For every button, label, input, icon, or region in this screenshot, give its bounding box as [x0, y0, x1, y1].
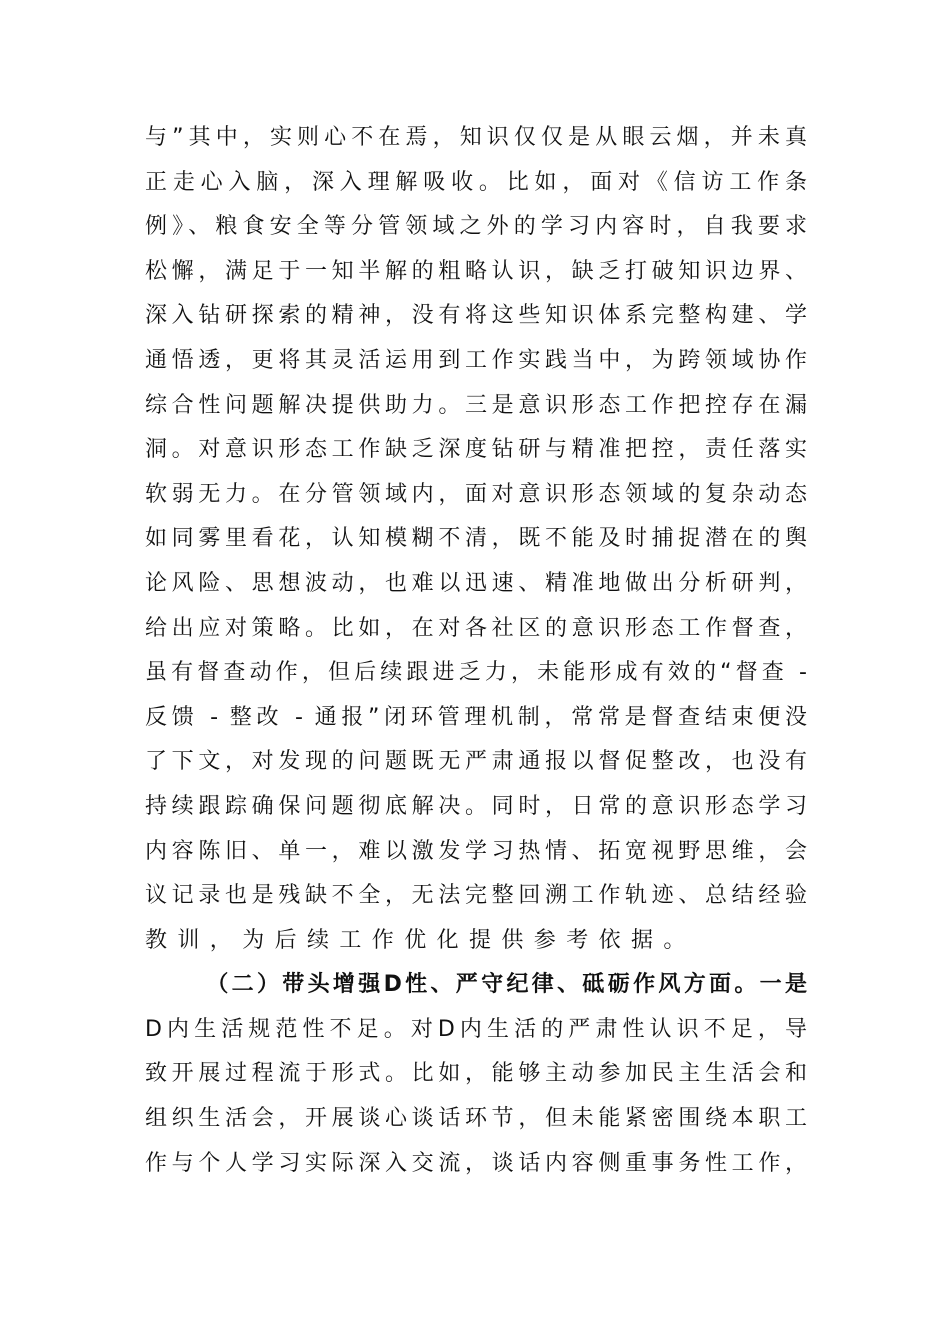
text-line: 作与个人学习实际深入交流，谈话内容侧重事务性工作， — [145, 1150, 807, 1176]
text-line: 内容陈旧、单一，难以激发学习热情、拓宽视野思维，会 — [145, 838, 807, 864]
text-line: 虽有督查动作，但后续跟进乏力，未能形成有效的“督查 - — [145, 660, 807, 686]
body-text — [145, 116, 807, 1186]
text-line: 反馈 - 整改 - 通报”闭环管理机制，常常是督查结束便没 — [145, 704, 807, 730]
text-line: 软弱无力。在分管领域内，面对意识形态领域的复杂动态 — [145, 481, 807, 507]
text-line: 例》、粮食安全等分管领域之外的学习内容时，自我要求 — [145, 214, 807, 240]
text-line: 松懈，满足于一知半解的粗略认识，缺乏打破知识边界、 — [145, 258, 807, 284]
text-line: 给出应对策略。比如，在对各社区的意识形态工作督查， — [145, 615, 807, 641]
text-line: 综合性问题解决提供助力。三是意识形态工作把控存在漏 — [145, 392, 807, 418]
section-heading-text: （二）带头增强D性、严守纪律、砥砺作风方面。一是 — [203, 972, 807, 998]
text-line: 如同雾里看花，认知模糊不清，既不能及时捕捉潜在的舆 — [145, 526, 807, 552]
text-line: 通悟透，更将其灵活运用到工作实践当中，为跨领域协作 — [145, 347, 807, 373]
text-line: D内生活规范性不足。对D内生活的严肃性认识不足，导 — [145, 1016, 807, 1042]
text-line: 持续跟踪确保问题彻底解决。同时，日常的意识形态学习 — [145, 793, 807, 819]
section-heading-line — [145, 963, 807, 1008]
text-line: 致开展过程流于形式。比如，能够主动参加民主生活会和 — [145, 1061, 807, 1087]
text-line: 与”其中，实则心不在焉，知识仅仅是从眼云烟，并未真 — [145, 125, 807, 150]
text-line: 正走心入脑，深入理解吸收。比如，面对《信访工作条 — [145, 169, 807, 195]
text-line: 洞。对意识形态工作缺乏深度钻研与精准把控，责任落实 — [145, 437, 807, 463]
text-line: 论风险、思想波动，也难以迅速、精准地做出分析研判， — [145, 570, 807, 596]
text-line: 组织生活会，开展谈心谈话环节，但未能紧密围绕本职工 — [145, 1106, 807, 1132]
paragraph-end-line: 教训，为后续工作优化提供参考依据。 — [145, 927, 696, 953]
text-line: 了下文，对发现的问题既无严肃通报以督促整改，也没有 — [145, 749, 807, 775]
text-line: 深入钻研探索的精神，没有将这些知识体系完整构建、学 — [145, 303, 807, 329]
text-line: 议记录也是残缺不全，无法完整回溯工作轨迹、总结经验 — [145, 883, 807, 909]
